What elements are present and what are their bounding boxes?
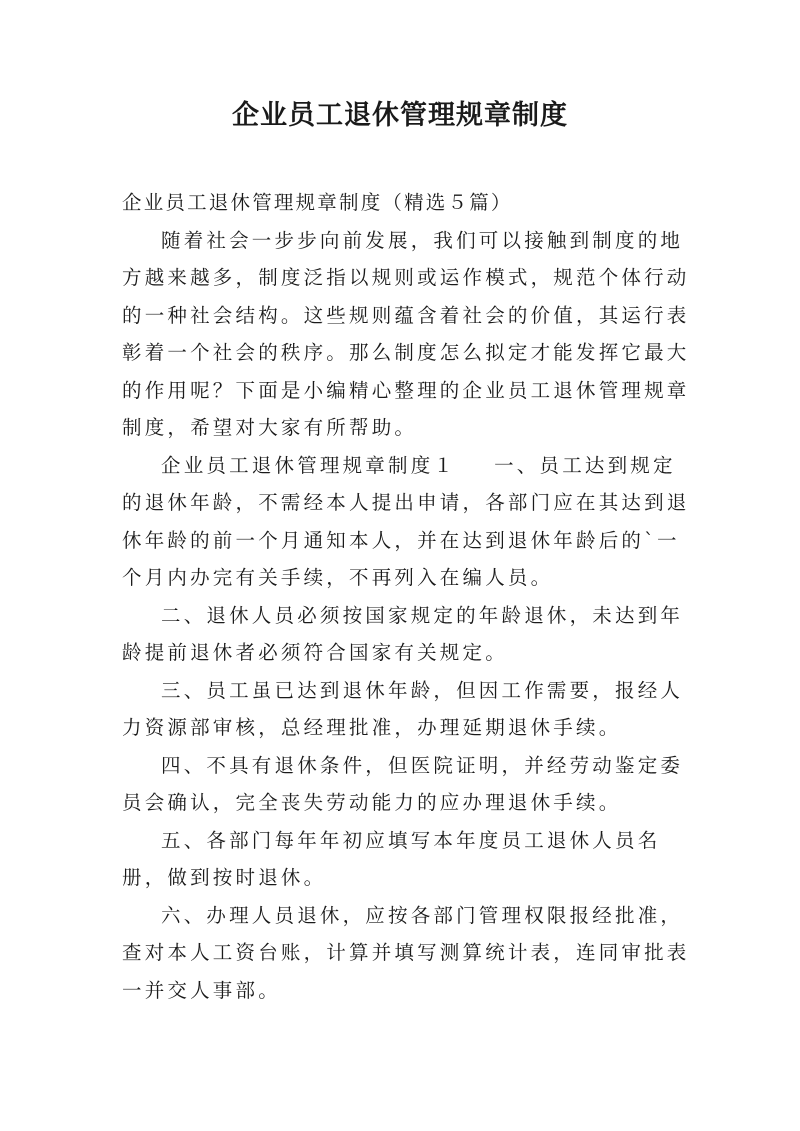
document-subtitle: 企业员工退休管理规章制度（精选５篇） [122, 191, 513, 214]
document-body [122, 184, 690, 1009]
clause-paragraph-5: 五、各部门每年年初应填写本年度员工退休人员名册，做到按时退休。 [122, 828, 661, 889]
clause-paragraph-4: 四、不具有退休条件，但医院证明，并经劳动鉴定委员会确认，完全丧失劳动能力的应办理退休手续。 [122, 753, 684, 814]
document-title: 企业员工退休管理规章制度 [232, 100, 568, 131]
section-heading: 企业员工退休管理规章制度１ [161, 453, 457, 477]
clause-paragraph-2: 二、退休人员必须按国家规定的年龄退休，未达到年龄提前退休者必须符合国家有关规定。 [122, 603, 684, 664]
clause-text: 一、员工达到规定的退休年龄，不需经本人提出申请，各部门应在其达到退休年龄的前一个月通知本人，并在达到退休年龄后的`一个月内办完有关手续，不再列入在编人员。 [122, 453, 690, 589]
clause-paragraph-1 [122, 447, 690, 597]
clause-paragraph-3: 三、员工虽已达到退休年龄，但因工作需要，报经人力资源部审核，总经理批准，办理延期退休手续。 [122, 678, 684, 739]
clause-paragraph-6: 六、办理人员退休，应按各部门管理权限报经批准，查对本人工资台账，计算并填写测算统计表，连同审批表一并交人事部。 [122, 903, 690, 1002]
intro-paragraph: 随着社会一步步向前发展，我们可以接触到制度的地方越来越多，制度泛指以规则或运作模式，规范个体行动的一种社会结构。这些规则蕴含着社会的价值，其运行表彰着一个社会的秩序。那么制度怎么拟定才能发挥它最大的作用呢？下面是小编精心整理的企业员工退休管理规章制度，希望对大家有所帮助。 [122, 228, 690, 439]
